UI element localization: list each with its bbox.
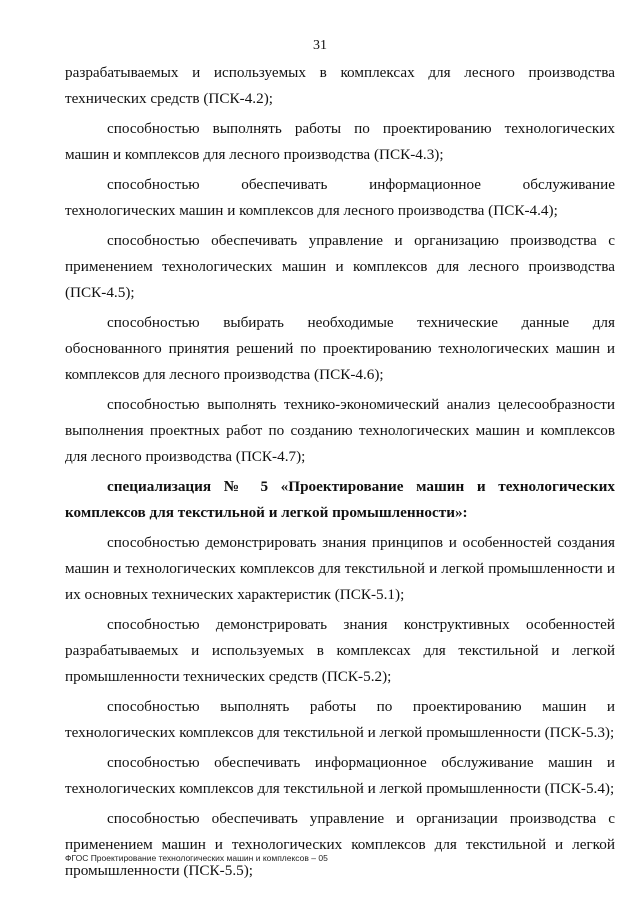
- document-footer: ФГОС Проектирование технологических машин и комплексов – 05: [65, 853, 328, 863]
- paragraph-psk-5-3: способностью выполнять работы по проектированию машин и технологических комплексов для текстильной и легкой промышленности (ПСК-5.3);: [65, 698, 615, 741]
- paragraph-psk-4-4: способностью обеспечивать информационное обслуживание технологических машин и комплексов для лесного производства (ПСК-4.4);: [65, 176, 615, 219]
- paragraph-psk-5-4: способностью обеспечивать информационное обслуживание машин и технологических комплексов для текстильной и легкой промышленности (ПСК-5.4);: [65, 754, 615, 797]
- paragraph-psk-5-5: способностью обеспечивать управление и организации производства с применением машин и технологических комплексов для текстильной и легкой промышленности (ПСК-5.5);: [65, 810, 615, 879]
- paragraph-psk-5-1: способностью демонстрировать знания принципов и особенностей создания машин и технологических комплексов для текстильной и легкой промышленности и их основных технических характеристик (ПСК-5.1);: [65, 534, 615, 603]
- document-body: [65, 60, 615, 888]
- paragraph-psk-4-6: способностью выбирать необходимые технические данные для обоснованного принятия решений по проектированию технологических машин и комплексов для лесного производства (ПСК-4.6);: [65, 314, 615, 383]
- paragraph-psk-4-5: способностью обеспечивать управление и организацию производства с применением технологических машин и комплексов для лесного производства (ПСК-4.5);: [65, 232, 615, 301]
- paragraph-psk-5-2: способностью демонстрировать знания конструктивных особенностей разрабатываемых и используемых в комплексах для текстильной и легкой промышленности технических средств (ПСК-5.2);: [65, 616, 615, 685]
- paragraph-psk-4-7: способностью выполнять технико-экономический анализ целесообразности выполнения проектных работ по созданию технологических машин и комплексов для лесного производства (ПСК-4.7);: [65, 396, 615, 465]
- paragraph-psk-4-3: способностью выполнять работы по проектированию технологических машин и комплексов для лесного производства (ПСК-4.3);: [65, 120, 615, 163]
- paragraph-psk-4-2: разрабатываемых и используемых в комплексах для лесного производства технических средств (ПСК-4.2);: [65, 64, 615, 107]
- specialization-heading-5: специализация № 5 «Проектирование машин и технологических комплексов для текстильной и легкой промышленности»:: [65, 478, 615, 521]
- page-number: 31: [313, 38, 327, 53]
